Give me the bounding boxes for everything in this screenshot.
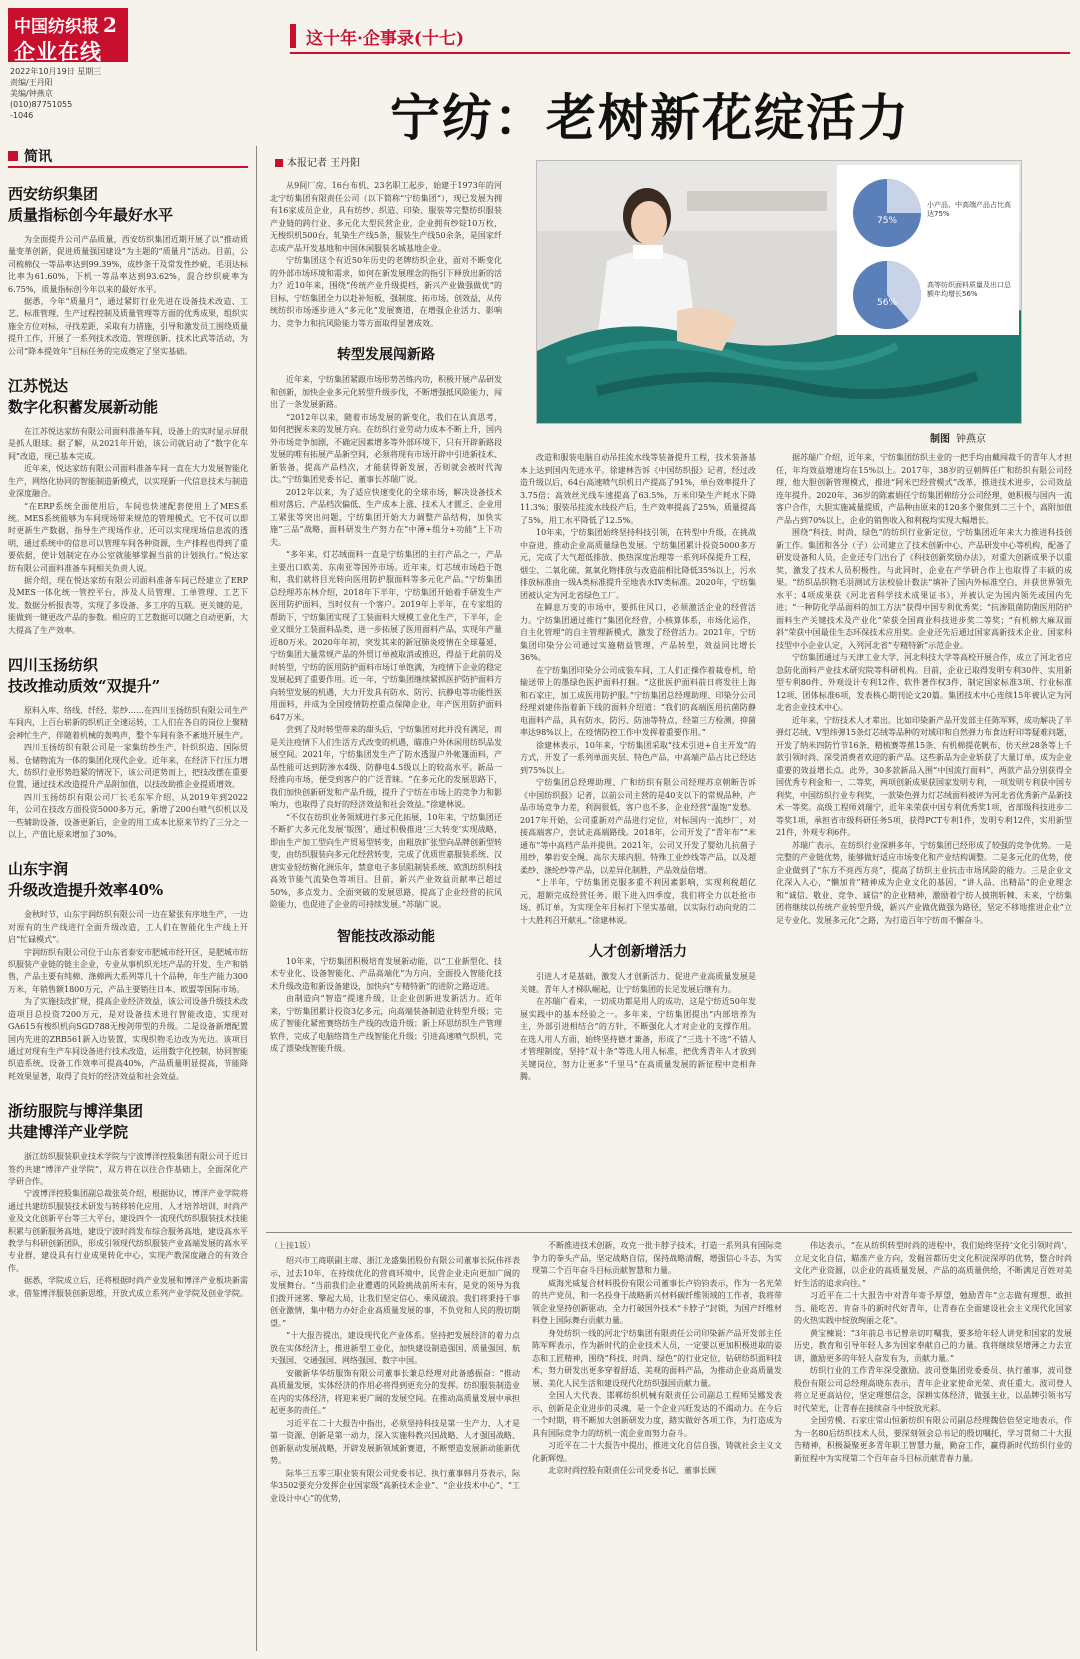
briefs-column (8, 146, 248, 1651)
brief-paragraph: 宇润纺织有限公司位于山东省泰安市肥城市经开区，是肥城市纺织服装产业链的链主企业，专业从事机织光坯产品的开发、生产和销售，产品主要有纯棉、涤棉两大系列等几十个品种，年生产能力300万米，年销售额1800万元，产品主要销往日本、欧盟等国际市场。 (8, 947, 248, 994)
article-paragraph: 身处纺织一线的河北宁纺集团有限责任公司印染新产品开发部主任陈军辉表示，作为新时代的企业技术人员，一定要以更加积极进取的姿态和工匠精神，围绕“科技、时尚、绿色”的行业定位，钻研纺织面料技术，努力研发出更多穿着舒适、美观的面料产品，为推动企业高质量发展、美化人民生活和建设现代化纺织强国贡献力量。 (532, 1328, 782, 1388)
article-paragraph: “十大报告提出，建设现代化产业体系。坚持把发展经济的着力点放在实体经济上，推进新型工业化，加快建设制造强国、质量强国、航天强国、交通强国、网络强国、数字中国。 (270, 1331, 520, 1365)
paper-name: 中国纺织报 2 (14, 13, 117, 37)
photo-credit: 制图 钟燕京 (930, 434, 986, 445)
article-paragraph: 习近平在二十大报告中提出，推进文化自信自强，铸就社会主义文化新辉煌。 (532, 1441, 782, 1463)
brief-title-line: 四川玉扬纺织 (8, 655, 99, 674)
brief-title (8, 184, 248, 226)
brief-title-line: 数字化积蓄发展新动能 (8, 398, 159, 417)
square-icon (8, 151, 18, 161)
inset-label-2: 56% (877, 298, 898, 308)
brief-title-line: 江苏悦达 (8, 377, 69, 396)
article-paragraph: “上半年，宁纺集团克服多重不利因素影响，实现利税超亿元，超额完成经营任务。眼下进入四季度，我们将全力以赴抢市场、抓订单，为实现全年目标打下坚实基础，以实际行动向党的二十大胜利召开献礼。”徐建林说。 (520, 878, 756, 925)
brief-title (8, 859, 248, 901)
section-heading: 人才创新增活力 (589, 944, 687, 960)
brief-item (8, 1101, 248, 1300)
brief-paragraph: 为全面提升公司产品质量，西安纺织集团近期开展了以“推动质量变革创新，促进质量强国建设”为主题的“质量月”活动。目前，公司梳棉仪一等品率达到99.39%，成纱条干及常发性纱疵、毛羽达标比率为61.60%，下机一等品率达到93.62%，混合纱织疵率为6.75%，质量指标创今年以来的最好水平。 (8, 235, 248, 294)
editor-line: 责编/王丹阳 (10, 78, 53, 87)
section-divider (266, 1232, 1072, 1233)
brief-paragraph: 据悉，学院成立后，还将根据时尚产业发展和博洋产业板块新需求，借鉴博洋服装创新思维，开放式成立系列产业学院及创业学院。 (8, 1276, 248, 1298)
article-paragraph: 纺织行业的工作青年深受激励。波司登集团党委委员、执行董事，波司登股份有限公司总经理高晓东表示，青年企业家使命光荣、责任重大。波司登人将立足更高站位，坚定理想信念，深耕实体经济，做强主业，以品牌引领书写时代荣光，让青春在接续奋斗中绽放光彩。 (794, 1366, 1072, 1413)
column-divider (256, 146, 257, 1651)
article-paragraph: 伟达表示，“在从纺织转型时尚的进程中，我们始终坚持‘文化引领时尚’，立足文化自信，瞄准产业方向，发掘首都历史文化积淀深厚的优势，整合时尚文化产业资源，以企业的高质量发展，产品的高质量供给，不断满足百姓对美好生活的追求向往。” (794, 1241, 1072, 1288)
article-paragraph: 全国人大代表、邯郸纺织机械有限责任公司副总工程师吴娜发表示，创新是企业进步的灵魂，是一个企业兴旺发达的不竭动力。在今后一个时期，将不断加大创新研发力度，踏实做好各项工作，为打造成为具有国际竞争力的纺机一流企业而努力奋斗。 (532, 1391, 782, 1438)
brief-title (8, 376, 248, 418)
brief-title-line: 技改推动质效“双提升” (8, 676, 161, 695)
brief-title-line: 升级改造提升效率40% (8, 881, 164, 900)
brief-title-line: 浙纺服院与博洋集团 (8, 1102, 144, 1121)
article-column-3 (776, 452, 1072, 1225)
brief-title-line: 山东宇润 (8, 860, 69, 879)
article-paragraph: 不断推进技术创新，攻克一批卡脖子技术，打造一系列具有国际竞争力的拳头产品，坚定战略自信，保持战略清醒，增强信心斗志，为实现第二个百年奋斗目标贡献智慧和力量。 (532, 1241, 782, 1275)
brief-paragraph: 据悉，今年“质量月”，通过紧盯行业先进在设备技术改造、工艺、标准管理、生产过程控制及质量管理等方面的优秀成果，组织实施全方位对标，寻找差距，采取有力措施，引导和激发员工围绕质量提升工作，开展了一系列技术改造、管理创新、技术比武等活动，为公司“降本提效年”目标任务的完成奠定了坚实基础。 (8, 297, 248, 356)
article-paragraph: 10年来，宁纺集团始终坚持科技引领，在转型中升级，在挑战中奋进，推动企业高质量绿色发展。宁纺集团累计投资5000多万元，完成了大气超低排放、换热深度治理等一系列环保提升工程，烟尘、二氧化硫、氮氧化物排放与改造前相比降低35%以上，污水排放标准由一级A类标准提升至地表水IV类标准。2020年，宁纺集团被认定为河北省绿色工厂。 (520, 528, 756, 600)
article-paragraph: 在瞬息万变的市场中，要抓住风口，必须激活企业的经营活力。宁纺集团通过推行“集团化经营，小核算体系，市场化运作，自主化管理”的自主管理新模式，激发了经营活力。2021年，宁纺集团印染分公司通过实施精益管理，产品转型，效益同比增长36%。 (520, 603, 756, 662)
section-name: 企业在线 (14, 39, 102, 64)
brief-paragraph: 宁波博洋控股集团副总裁张英介绍，根据协议，博洋产业学院将通过共建纺织服装技术研发与转移转化应用、人才培养培训、时尚产业及文化创新平台等三大平台，建设四个一流现代纺织服装技术技能积累与创新服务高地，建设宁波时尚发布综合服务高地，建设高水平教学与科研创新团队，形成引领现代纺织服装产业高端发展的高水平专业群，建设具有行业成果转化中心，实现产教深度融合的有效合作。 (8, 1189, 248, 1273)
article-paragraph: “多年来，灯芯绒面料一直是宁纺集团的主打产品之一，产品主要出口欧美、东南亚等国外市场。近年来，灯芯绒市场趋于饱和，我们就将目光转向医用防护服面料等多元化产品。”宁纺集团总经理苏东林介绍，2018年下半年，宁纺集团开始着手研发生产医用防护面料，当时仅有一个客户。2019年上半年，在专家组的帮助下，宁纺集团实现了工装面料大规模工业化生产，下半年，企业又细分工装面料品类，进一步拓展了医用面料产品，实现年产量近80万米。2020年年初，突发其来的新冠肺炎疫情在全球蔓延，宁纺集团大量常规产品的外贸订单被取消或推迟，得益于此前的及时转型，宁纺的医用防护面料市场订单饱满，为疫情下企业的稳定发展起到了重要作用。近一年，宁纺集团继续紧抓医护防护面料方向转型发展的机遇，大力开发具有防水、防污、抗静电等功能性医用面料，并成为全国疫情防控重点保障企业，年产医用防护面料647万米。 (270, 550, 502, 722)
article-paragraph: 全国劳模、石家庄常山恒新纺织有限公司副总经理魏倍倍坚定地表示，作为一名80后纺织技术人员，要深刻领会总书记的殷切嘱托，学习贯彻二十大报告精神，积极凝聚更多青年职工智慧力量，勤奋工作，赢得新时代纺织行业的新征程中为实现第二个百年奋斗目标贡献青春力量。 (794, 1416, 1072, 1463)
section-heading: 转型发展闯新路 (337, 347, 435, 363)
article-paragraph: 近年来，宁纺技术人才辈出。比如印染新产品开发部主任陈军辉，成功解决了半弹灯芯绒、V型纬弹15条灯芯绒等品种的对域印和自然弹力布食边籽印等疑难问题，开发了纳米四防竹节16条、精梳赛等蕉15条、有机棉提花帆布、仿天丝28条等上千款引领时尚、深受消费者欢迎的新产品。这些新品为企业斩获了大量订单，成为企业重要的效益增长点。此外，30多款新品入围“中国流行面料”，两款产品分别获得全国优秀专利金和一、二等奖，两项创新成果获国家发明专利，一项发明专利获中国专利奖，中国纺织行业专利奖，一款染色弹力灯芯绒面料被评为河北省优秀新产品新技术一等奖。高级工程师刘瑞宁，近年来荣获中国专利优秀奖1项，省部级科技进步二等奖1项，承担省市级科研任务5项，获得PCT专利1件，发明专利12件，实用新型21件，外观专利6件。 (776, 715, 1072, 837)
article-paragraph: 习近平在二十大报告中指出，必须坚持科技是第一生产力、人才是第一资源、创新是第一动力，深入实施科教兴国战略、人才强国战略、创新驱动发展战略，开辟发展新领域新赛道，不断塑造发展新动能新优势。 (270, 1418, 520, 1465)
article-paragraph: 安徽新华华纺服饰有限公司董事长兼总经理对此备感振奋：“推动高质量发展，实体经济的作用必将得到更充分的发挥。纺织服装制造业在内的实体经济，将迎来更广阔的发展空间。在推动高质量发展中承担起更多的责任。” (270, 1368, 520, 1415)
brief-title-line: 质量指标创今年最好水平 (8, 206, 174, 224)
brief-paragraph: 原料入库、络线、纤经、浆纱……在四川玉扬纺织有限公司生产车间内，上百台崭新的织机正全速运转，工人们在各自的岗位上聚精会神忙生产，伴随着机械的轰鸣声，整个车间有条不紊地开展生产。 (8, 705, 248, 740)
article-paragraph: 由制造向“智造”提速升级，让企业创新进发新活力。近年来，宁纺集团累计投资3亿多元，向高端装备制造业转型升级；完成了智能化紧密赛络纺生产线的改造升级；新上环思纺织生产管理软件，完成了电脑络筒生产线智能化升级；引进高速喷气织机，完成了漂染线智能升级。 (270, 994, 502, 1053)
series-divider (290, 52, 1070, 54)
inset-text-2: 高等纺织面料质量及出口总额年均增长56% (927, 281, 1011, 298)
article-paragraph: 围绕“科技、时尚、绿色”的纺织行业新定位，宁纺集团近年来大力推进科技创新工作。集团和各分（子）公司建立了技术创新中心、产品研发中心等机构，配备了研发设备和人员，企业还专门出台了《科技创新奖励办法》，对重大创新成果予以重奖，激发了技术人员积极性。与此同时，企业在产学研合作上也取得了丰硕的成果。“纺织品织物毛羽测试方法校验计数法”填补了国内外标准空白，并获世界领先水平；4项成果获《河北省科学技术成果证书》，并被认定为国内领先或国内先进；“一种防化学品面料的加工方法”获得中国专利优秀奖；“抗渗阻菌防菌医用防护面料生产关键技术及产业化”荣获全国商业科技进步奖二等奖；“有机棉大麻双面斜”荣获中国最佳生态环保技术应用奖。企业还先后通过国家高新技术企业、国家科技型中小企业认定，入列河北省“专精特新”示范企业。 (776, 528, 1072, 650)
brief-paragraph: 近年来，悦达家纺有限公司面料准备车间一直在大力发展智能化生产，网络化协同的智能制造新模式，以实现新一代信息技术与制造业深度融合。 (8, 464, 248, 499)
article-paragraph: 在苏瑞广看来，一切成功都是用人的成功，这是宁纺近50年发展实践中的基本经验之一。多年来，宁纺集团提出“内部培养为主，外部引进相结合”的方针，不断强化人才对企业的支撑作用。在选人用人方面，始终坚持德才兼备，形成了“三选十不选”不错人才管理制度，坚持“双十条”等选人用人标准，把优秀青年人才放到关键岗位，努力让更多“千里马”在高质量发展的新征程中竞相奔腾。 (520, 997, 756, 1081)
brief-title (8, 1101, 248, 1143)
phone-ext-line: -1046 (10, 111, 34, 120)
article-paragraph: 在宁纺集团印染分公司成装车间，工人们正操作着裁卷机，给输送带上的墨绿色医护面料打捆。“这批医护面料前日将发往上海和石家庄，加工成医用防护服。”宁纺集团总经理助理、印染分公司经理刘建伟指着新下线的面料介绍道：“我们的高端医用抗菌防静电面料产品，具有防水、防污、防油等特点，经第三方检测，抑菌率达98%以上，在疫情防控工作中发挥着重要作用。” (520, 665, 756, 737)
article-paragraph: 2012年以来，为了适应快速变化的全球市场，解决设备技术相对落后、产品档次偏低、生产成本上涨、技术人才匮乏、企业用工紧张等突出问题，宁纺集团开始大力调整产品结构，加快实施“三品”战略，面料研发生产努力在“中薄+组分+功能”上下功夫。 (270, 487, 502, 547)
article-paragraph: 宁纺集团这个有近50年历史的老牌纺织企业，面对不断变化的外部市场环境和需求，如何在新发展理念的指引下释放出新的活力？近10年来，围绕“传统产业升级提档，新兴产业做强做优”的目标，宁纺集团全力以赴补短板、强制度、拓市场、创效益，从传统纺织市场逐步进入“多元化”发展赛道，在增强企业活力、影响力、竞争力和抗风险能力等方面取得显著成效。 (270, 256, 502, 328)
series-label: 这十年·企事录(十七) (290, 24, 464, 48)
brief-title-line: 共建博洋产业学院 (8, 1123, 129, 1142)
article-paragraph: 绍兴市工商联副主席、浙江龙盛集团股份有限公司董事长阮伟祥表示，过去10年，在持续优化的营商环境中，民营企业走向更加广阔的发展舞台。“当前我们企业遭遇的风险挑战前所未有，是党的领导为我们拨开迷雾、擎起大局，让我们坚定信心、乘风破浪。我们将秉持干事创业激情，集中精力办好企业高质量发展的事，不负党和人民的殷切期望。” (270, 1256, 520, 1328)
article-column-2 (520, 452, 756, 1225)
article-paragraph: 尝到了及时转型带来的甜头后，宁纺集团对此并没有满足，而是关注疫情下人们生活方式改变的机遇，瞄准户外休闲用纺织品发展空间。2021年，宁纺集团发生产了防水透湿户外帐篷面料，产品性能可达到防渗水4级、防静电4.5级以上的较高水平。新品一经推向市场，便受到客户的广泛青睐。“在多元化的发展思路下，我们加快创新研发和产品升级，提升了宁纺在市场上的竞争力和影响力，也取得了良好的经济效益和社会效益。”徐建林说。 (270, 725, 502, 809)
bottom-column-3 (794, 1240, 1072, 1652)
brief-item (8, 184, 248, 358)
article-column-1 (270, 180, 502, 1225)
continued-label: （上接1版） (270, 1241, 316, 1250)
article-paragraph: 10年来，宁纺集团积极培育发展新动能，以“工业新型化、技术专业化、设备智能化、产品高端化”为方向，全面投入智能化技术升级改造和新设备建设，加快向“专精特新”的进阶之路迈进。 (270, 956, 502, 991)
article-paragraph: 苏瑞广表示，在纺织行业深耕多年，宁纺集团已经形成了较强的竞争优势。一是完整的产业链优势，能够做好适应市场变化和产业结构调整。二是多元化的优势，使企业做到了“东方不亮西方亮”，提高了纺织主业抗击市场风险的能力。三是企业文化深入人心，“懒加肯”精神成为企业文化的基因，“讲人品、出精品”的企业理念和“诚信、敬业、竞争、诚信”的企业精神，激励着宁纺人披荆斩棘、未来，宁纺集团将继续以传统产业转型升级，新兴产业做优做强为路径，坚定不移地推进企业“立足专业化、发展多元化”之路，为打造百年宁纺而不懈奋斗。 (776, 840, 1072, 925)
inset-label-1: 75% (877, 216, 898, 226)
article-paragraph: 威海光威复合材料股份有限公司董事长卢钧钧表示，作为一名光荣的共产党员，和一名投身于战略新兴材料碳纤维领域的工作者，我将带领企业坚持创新驱动，全力打破国外技术“卡脖子”封锁，为国产纤维材料登上国际舞台贡献力量。 (532, 1278, 782, 1325)
brief-title (8, 655, 248, 697)
article-paragraph: 据苏瑞广介绍，近年来，宁纺集团纺织主业的一把手均由戴闯裁千的青年人才担任，年均效益增速均在15%以上。2017年，38岁的豆朝辉任广和纺织有限公司经理，他大胆创新管理模式，推进“阿米巴经营模式”改革，推进技术进步，公司效益连年提升。2020年，36岁的陈素娟任宁纺集团棉纺分公司经理，她积极与国内一流客户合作，大胆实施减量提质，产品种由原来的120多个聚焦到二三十个，高附加值产品占到70%以上，企业的销售收入和利税均实现大幅增长。 (776, 453, 1072, 525)
phone-line: (010)87751055 (10, 100, 73, 109)
brief-paragraph: 浙江纺织服装职业技术学院与宁波博洋控股集团有限公司于近日签约共建“博洋产业学院”，双方将在以往合作基础上，全面深化产学研合作。 (8, 1152, 248, 1186)
article-paragraph: 改造和服装电脑自动吊挂流水线等装备提升工程，技术装备基本上达到国内先进水平。徐建林告诉《中国纺织报》记者，经过改造升级以后，64台高速喷气织机日产提高了91%，单台效率提升了3.75倍；高效丝光线车速提高了63.5%，万米印染生产耗水下降11.3%；服装吊挂流水线投产后，生产效率提高了25%，质量提高了5%，用工水平降低了12.5%。 (520, 453, 756, 525)
bottom-column-2 (532, 1240, 782, 1652)
article-paragraph: 近年来，宁纺集团紧跟市场形势苦练内功，积极开展产品研发和创新，加快企业多元化转型升级步伐，不断增强抵风险能力，闯出了一条发展新路。 (270, 375, 502, 409)
article-paragraph: “2012年以来，随着市场发展的新变化，我们在认真思考，如何把握未来的发展方向。在纺织行业劳动力成本不断上升，国内外市场竞争加剧，不确定因素增多等外部环境下，只有开辟新路段发展的唯有拓展产品新空间，必须将现有市场开辟中引进新技术、新装备，提高产品档次，才能获得新发展，否则就会被时代淘汰。”宁纺集团党委书记、董事长苏瑞广说。 (270, 412, 502, 484)
brief-item (8, 376, 248, 637)
masthead-block (8, 8, 128, 62)
article-photo (536, 160, 1022, 424)
brief-item (8, 655, 248, 841)
brief-title-line: 西安纺织集团 (8, 185, 99, 203)
article-paragraph: 从9间厂房、16台布机、23名职工起步，始建于1973年的河北宁纺集团有限责任公司（以下简称“宁纺集团”），现已发展为拥有16家成员企业，具有纺纱、织造、印染、服装等完整纺织服装产业链的跨行业、多元化大型民营企业，企业拥有纱锭10万枚，无梭织机500台，轧染生产线5条，服装生产线50余条，是国家纤志成产品开发基地和中国休闲服装名城基地企业。 (270, 181, 502, 253)
article-paragraph: 际华三五零三职业装有限公司党委书记、执行董事韩月芬表示，际华3502要充分发挥企业国家级“高新技术企业”、“企业技术中心”、“工业设计中心”的优势， (270, 1468, 520, 1503)
briefs-list (8, 184, 248, 1300)
section-heading: 智能技改添动能 (337, 928, 435, 945)
brief-item (8, 859, 248, 1083)
brief-paragraph: 四川玉扬纺织有限公司厂长毛东军介绍，从2019年到2022年，公司在技改方面投资5000多万元，新增了200台喷气织机以及一些辅助设备，设备更新后，企业的用工成本比原来节约了三分之一以上，产值比原来增加了30%。 (8, 792, 248, 840)
bottom-column-1 (270, 1240, 520, 1652)
brief-paragraph: “在ERP系统全面使用后，车间也快速配套使用上了MES系统。MES系统能够为车间现场带来规范的管理模式。它不仅可以即时更新生产数据，指导生产现场作业，还可以实现现场信息流的透明，通过系统中的信息可以管理车间各种资源，生产排程也得到了重要依据，使计划制定在办公室就能够掌握当前的计划执行。”悦达家纺有限公司面料准备车间相关负责人说。 (8, 501, 248, 573)
briefs-header: 简讯 (8, 146, 248, 168)
article-paragraph: 宁纺集团通过与天津工业大学、河北科技大学等高校开展合作，成立了河北省应急防化面料产业技术研究院等科研机构。目前，企业已取得发明专利30件、实用新型专利80件、外观设计专利12件、软件著作权3件，制定国家标准3项、行业标准12项、团体标准6项，发表核心期刊论文20篇。集团技术中心连续15年被认定为河北省企业技术中心。 (776, 653, 1072, 712)
brief-paragraph: 为了实施技改扩规，提高企业经济效益，该公司设备升级技术改造项目总投资7200万元，是对设备技术进行智能改造，实现对GA615有梭织机向SGD788无梭剑带型的升级。二是设备新增配置国内先进的ZRB561新入边装置，实现织物毛边改为光边。该项目通过对现有生产车间设备进行技术改造，运用数字化控制，协同智能织造系统，设备工作效率可提高40%，产品质量明显提高，节能降耗效果显著，取得了良好的经济效益和社会效益。 (8, 997, 248, 1081)
brief-paragraph: 四川玉扬纺织有限公司是一家集纺纱生产、针织织造、国际贸易、仓储物流为一体的集团化现代企业。近年来，在经济下行压力增大、纺织行业形势趋紧的情况下，该公司逆势而上，把技改摆在重要位置，通过技术改造提升产品附加值，以技改助推企业提质增效。 (8, 743, 248, 790)
article-paragraph: 北京时尚控股有限责任公司党委书记、董事长顾 (548, 1466, 716, 1475)
article-paragraph: 徐建林表示，10年来，宁纺集团采取“技术引进+自主开发”的方式，开发了一系列单面夹层、特色产品，中高端产品占比已经达到75%以上。 (520, 740, 756, 775)
designer-line: 美编/钟燕京 (10, 89, 53, 98)
inset-text-1: 小产品、中高端产品占比高达75% (927, 201, 1011, 218)
square-icon (275, 159, 283, 167)
brief-paragraph: 据介绍，现在悦达家纺有限公司面料准备车间已经建立了ERP及MES一体化统一管控平台，涉及人员管理、工单管理、工艺下发、数据分析报表等，实现了多设备、多工序的互联。更关键的是，能做到一键更改产品的参数。相应的工艺数据可以随之自动更新，大大提高了生产效率。 (8, 575, 248, 635)
article-paragraph: 习近平在二十大报告中对青年寄予厚望，勉励青年“立志做有理想、敢担当、能吃苦、肯奋斗的新时代好青年，让青春在全面建设社会主义现代化国家的火热实践中绽放绚丽之花”。 (794, 1291, 1072, 1325)
date-line: 2022年10月19日 星期三 (10, 67, 102, 76)
brief-paragraph: 金秋时节，山东宇润纺织有限公司一边在紧张有序地生产，一边对原有的生产线进行全面升级改造，工人们在智能化生产线上开启“忙碌模式”。 (8, 910, 248, 945)
masthead-meta (10, 66, 128, 121)
article-paragraph: “不仅在纺织业务领域进行多元化拓展，10年来，宁纺集团还不断扩大多元化发展‘版图’，通过积极推进‘三大转变’实现战略，即由生产加工型向生产贸易型转变，由粗放扩张型向品牌创新型转变，由纺织服装向多元化经营转变，完成了优质世嘉服装系统、汉唐实业轻纺衡化洲乐年，禁意电子多层阻制装系统、欧凯纺织科技高效节能气流染色等项目。目前，新兴产业效益贡献率已超过50%，多点发力、全面突破的发展思路，提高了企业经营的抗风险能力，也促进了企业的可持续发展。”苏瑞广说。 (270, 812, 502, 909)
page-headline: 宁纺：老树新花绽活力 (390, 88, 910, 147)
byline: 本报记者 王丹阳 (275, 154, 360, 169)
article-paragraph: 引进人才是基础，激发人才创新活力、促进产业高质量发展是关键。青年人才梯队崛起，让宁纺集团的长足发展后继有力。 (520, 972, 756, 994)
article-paragraph: 黄宝楝说：“3年前总书记曾亲切叮嘱我，要多给年轻人讲党和国家的发展历史，教育和引导年轻人多为国家奉献自己的力量。我将继续坚增薄之力去宣讲，激励更多的年轻人奋发有为，贡献力量。” (794, 1328, 1072, 1363)
brief-paragraph: 在江苏悦达家纺有限公司面料准备车间，设备上的实时显示屏很是抓人眼球。据了解，从2021年开始，该公司就启动了“数字化车间”改造，现已基本完成。 (8, 427, 248, 461)
article-paragraph: 宁纺集团总经理助理、广和纺织有限公司经理苏京朝断告诉《中国纺织报》记者，以前公司主营的是40支以下的常规品种，产品市场竞争力差，利润很低，客户也不多，企业经营“温饱”发愁。2017年开始，公司重新对产品进行定位，对标国内一流纱厂，对接高端客户，尝试走高端路线。2018年，公司开发了“青年布”“米通布”等中高档产品并提供。2021年，公司又开发了婴幼儿抗菌子用纱，攀岩安全绳、高尔夫球内胆、特殊工业纱线等产品，以及超柔纱、涤纶纱等产品，以差异化制胜，产品效益倍增。 (520, 778, 756, 875)
